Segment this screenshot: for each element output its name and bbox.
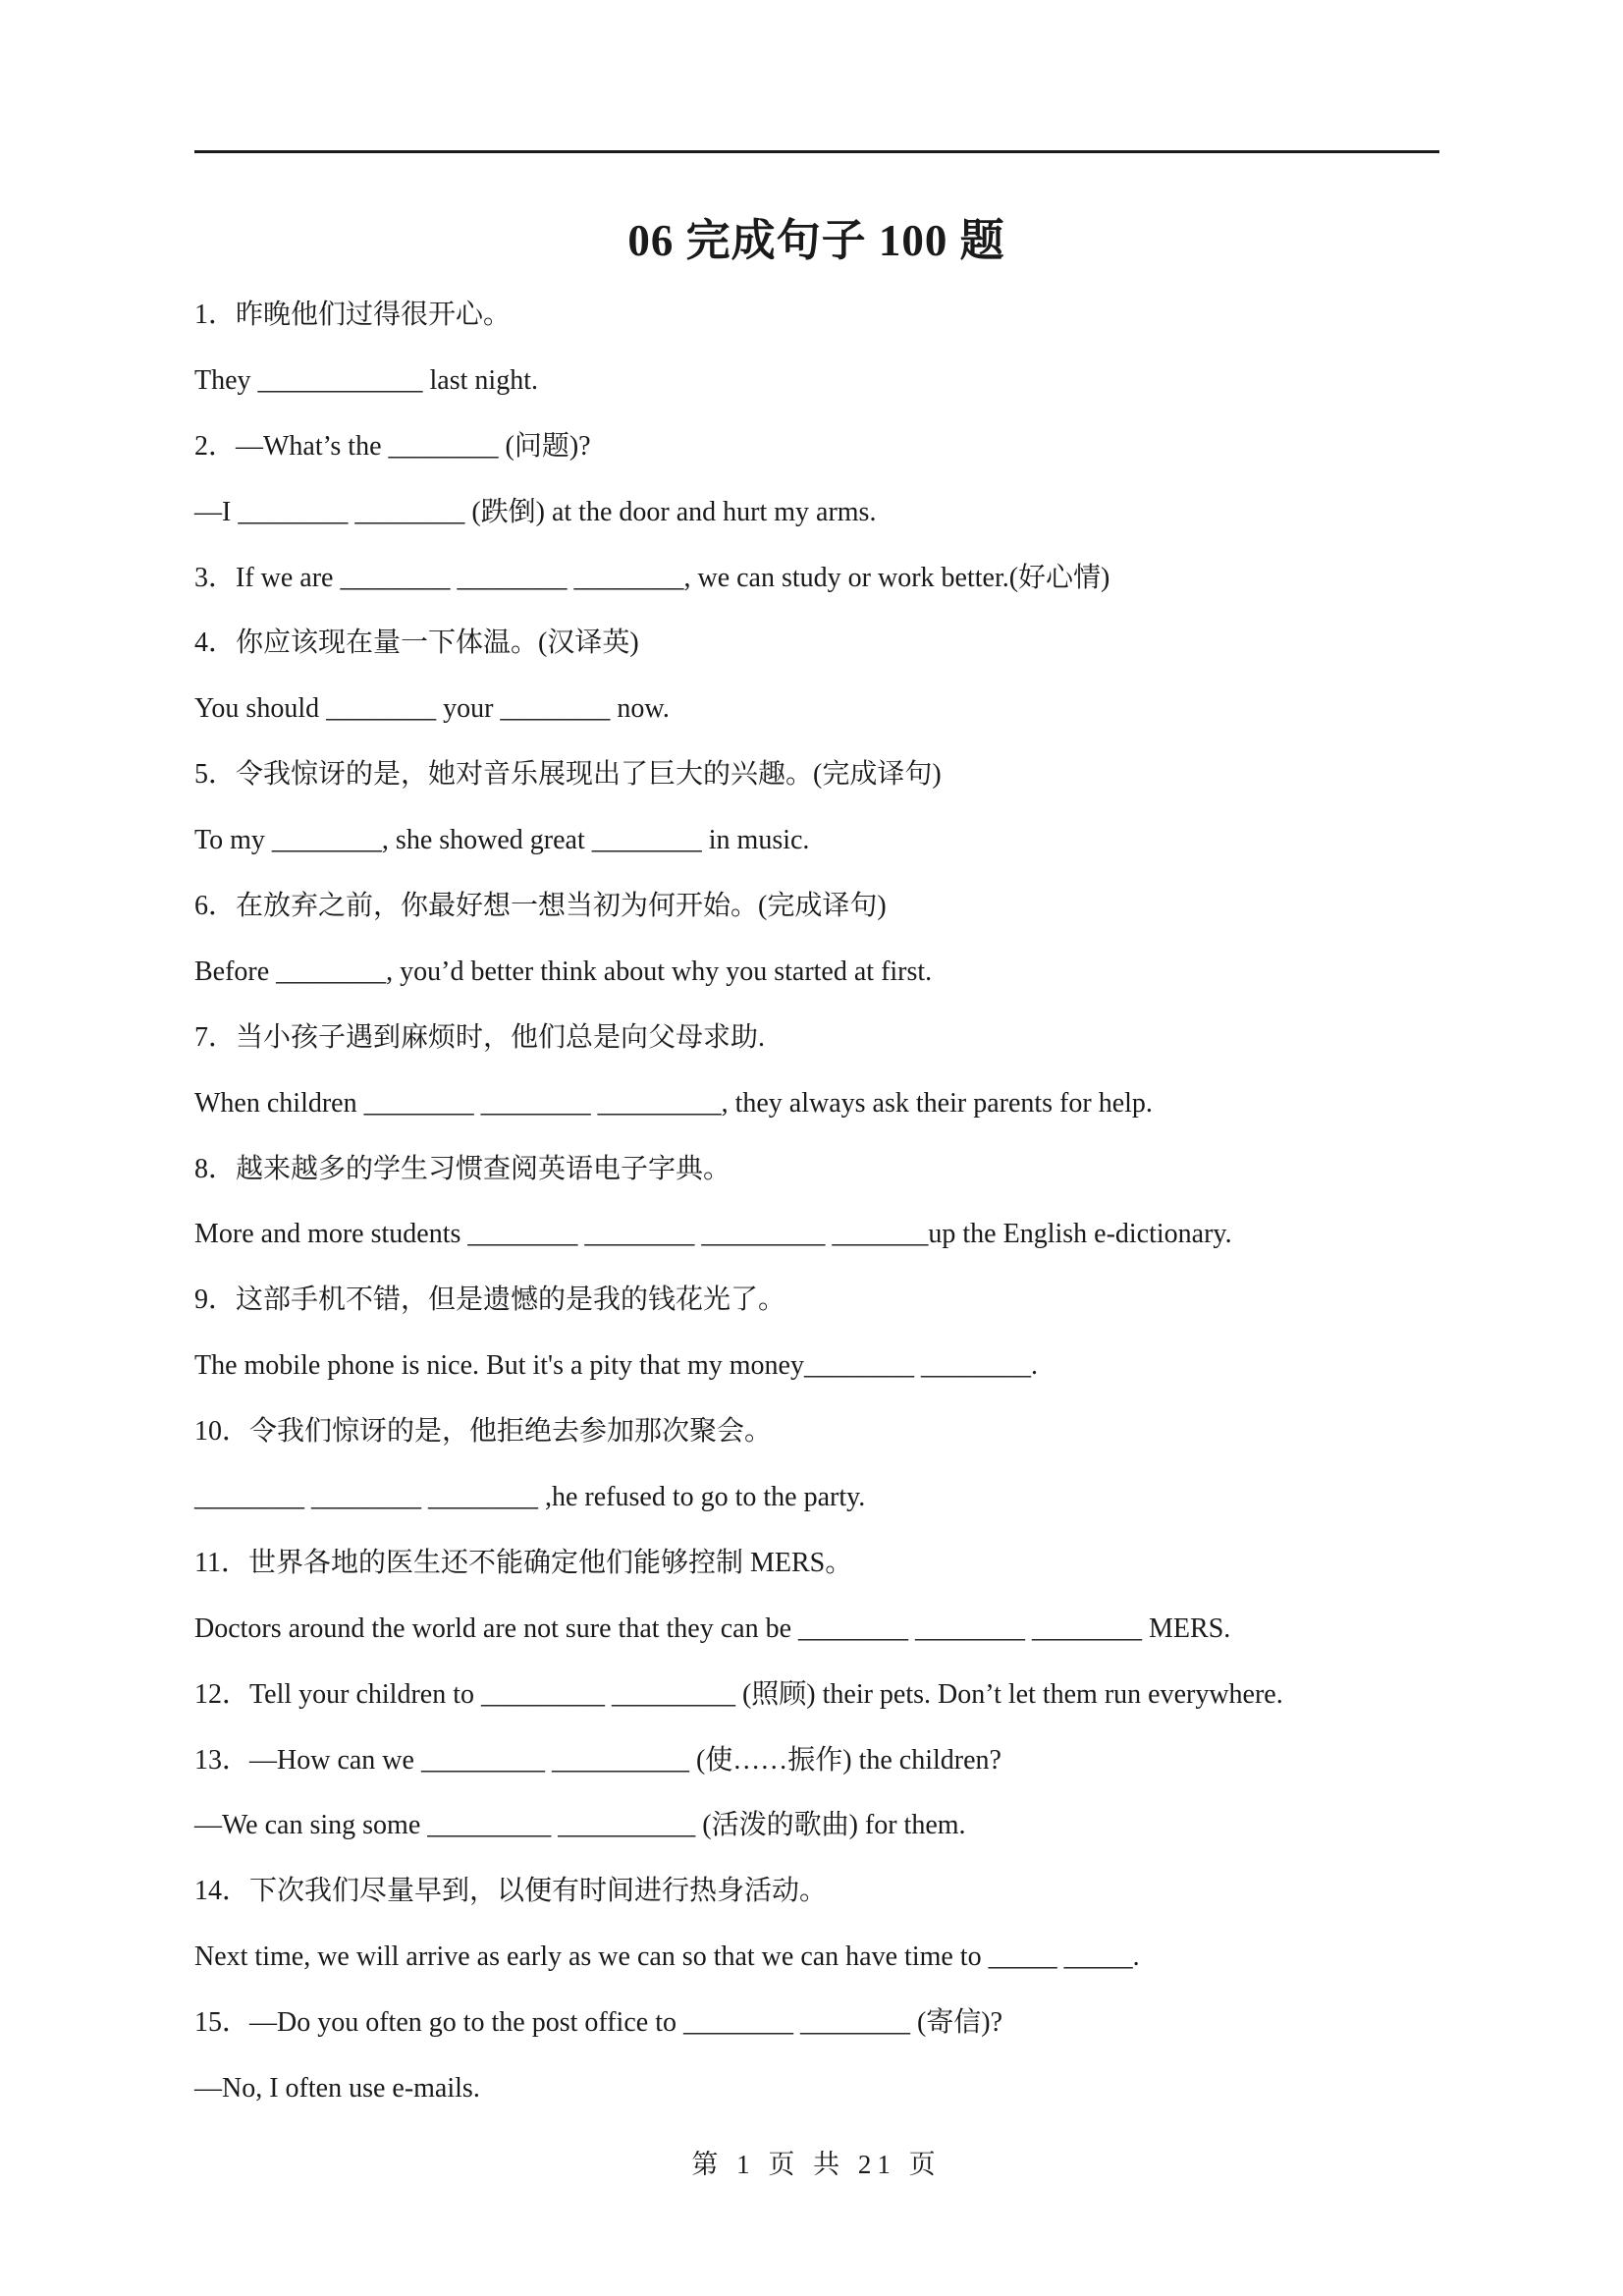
question-15-prompt: 15．—Do you often go to the post office to ________ ________ (寄信)? (194, 2007, 1003, 2039)
question-5-prompt: 5．令我惊讶的是，她对音乐展现出了巨大的兴趣。(完成译句) (194, 759, 942, 791)
question-6-sentence: Before ________, you’d better think about why you started at first. (194, 956, 933, 987)
question-4-prompt: 4．你应该现在量一下体温。(汉译英) (194, 628, 639, 659)
question-4-sentence: You should ________ your ________ now. (194, 693, 670, 725)
question-5-sentence: To my ________, she showed great ________ in music. (194, 825, 810, 856)
question-15-sentence: —No, I often use e-mails. (194, 2073, 480, 2105)
question-2-sentence: —I ________ ________ (跌倒) at the door and hurt my arms. (194, 496, 877, 527)
question-10-sentence: ________ ________ ________ ,he refused to go to the party. (194, 1482, 866, 1513)
header-rule (194, 150, 1439, 153)
question-12-sentence: 12．Tell your children to _________ _________ (照顾) their pets. Don’t let them run everywhere. (194, 1678, 1283, 1710)
question-11-prompt: 11．世界各地的医生还不能确定他们能够控制 MERS。 (194, 1547, 853, 1578)
question-14-prompt: 14．下次我们尽量早到，以便有时间进行热身活动。 (194, 1876, 828, 1907)
question-9-sentence: The mobile phone is nice. But it's a pity that my money________ ________. (194, 1350, 1038, 1382)
question-9-prompt: 9．这部手机不错，但是遗憾的是我的钱花光了。 (194, 1285, 786, 1316)
question-8-prompt: 8．越来越多的学生习惯查阅英语电子字典。 (194, 1153, 731, 1184)
question-10-prompt: 10．令我们惊讶的是，他拒绝去参加那次聚会。 (194, 1416, 773, 1448)
question-14-sentence: Next time, we will arrive as early as we can so that we can have time to _____ _____. (194, 1941, 1140, 1973)
question-13-prompt: 13．—How can we _________ __________ (使……振作) the children? (194, 1744, 1001, 1776)
question-3-sentence: 3．If we are ________ ________ ________, we can study or work better.(好心情) (194, 562, 1110, 593)
document-title: 06 完成句子 100 题 (627, 216, 1005, 265)
question-1-sentence: They ____________ last night. (194, 364, 538, 396)
question-13-sentence: —We can sing some _________ __________ (活泼的歌曲) for them. (194, 1810, 966, 1841)
exercise-list (194, 287, 1451, 2126)
question-11-sentence: Doctors around the world are not sure that they can be ________ ________ ________ MERS. (194, 1613, 1231, 1644)
question-6-prompt: 6．在放弃之前，你最好想一想当初为何开始。(完成译句) (194, 891, 887, 922)
question-2-prompt: 2．—What’s the ________ (问题)? (194, 430, 591, 462)
question-7-sentence: When children ________ ________ _________, they always ask their parents for help. (194, 1087, 1153, 1119)
question-7-prompt: 7．当小孩子遇到麻烦时，他们总是向父母求助. (194, 1021, 766, 1053)
question-1-prompt: 1．昨晚他们过得很开心。 (194, 300, 512, 330)
page-number: 第 1 页 共 21 页 (691, 2150, 942, 2179)
question-8-sentence: More and more students ________ ________ _________ _______up the English e-dictionary. (194, 1219, 1232, 1250)
